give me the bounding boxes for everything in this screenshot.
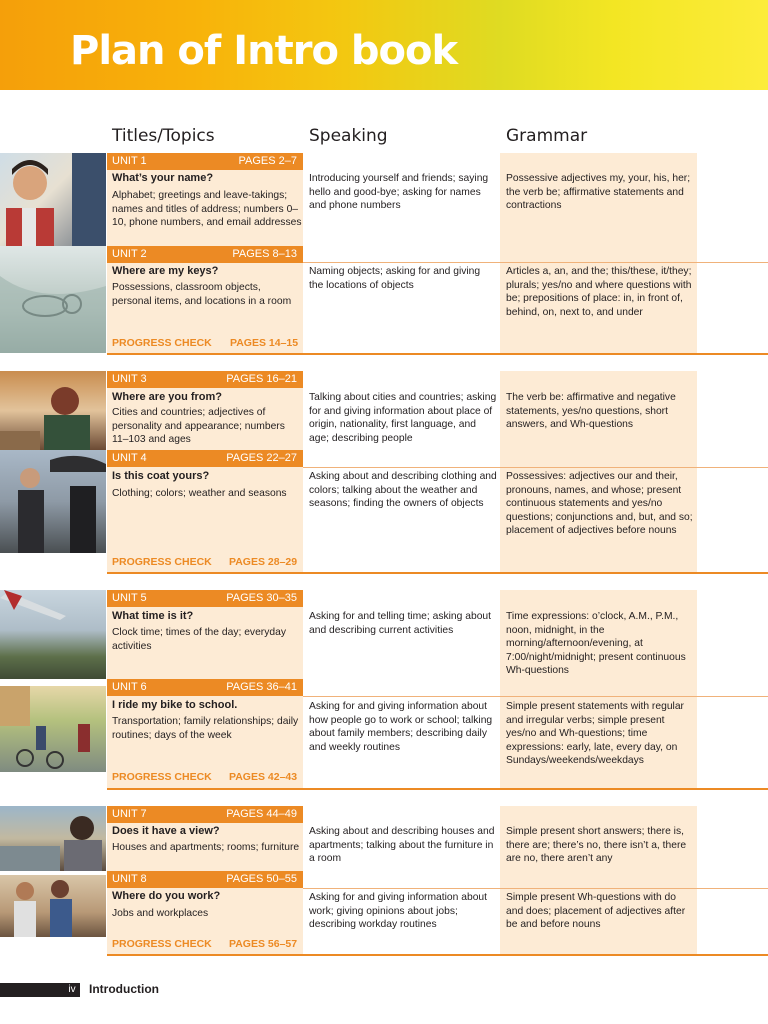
unit-title: What time is it? [112,610,194,622]
photo-unit-2 [0,246,106,353]
unit-label: UNIT 7 [112,808,147,820]
unit-label: UNIT 5 [112,592,147,604]
row-divider [303,467,768,468]
unit-bar [107,246,303,263]
unit-speaking: Asking for and telling time; asking about and describing current activities [309,611,492,636]
unit-pages: PAGES 44–49 [226,808,297,820]
unit-label: UNIT 8 [112,873,147,885]
unit-label: UNIT 6 [112,681,147,693]
column-header-speaking: Speaking [309,126,388,146]
section-divider [107,353,768,355]
unit-topics: Alphabet; greetings and leave-takings; names and titles of address; numbers 0–10, phone numbers, and email addresses [112,190,302,229]
unit-topics: Cities and countries; adjectives of personality and appearance; numbers 11–103 and ages [112,407,285,446]
unit-title: Is this coat yours? [112,470,210,482]
unit-speaking: Introducing yourself and friends; saying hello and good-bye; asking for names and phone numbers [309,173,489,212]
progress-check-pages: PAGES 28–29 [229,556,298,568]
unit-speaking: Asking for and giving information about work; giving opinions about jobs; describing workday routines [309,892,488,931]
unit-topics: Possessions, classroom objects, personal items, and locations in a room [112,282,292,307]
unit-pages: PAGES 2–7 [238,155,297,167]
progress-check-label: PROGRESS CHECK [112,337,212,349]
unit-topics: Houses and apartments; rooms; furniture [112,842,300,853]
unit-bar [107,153,303,170]
unit-pages: PAGES 30–35 [226,592,297,604]
unit-speaking: Talking about cities and countries; asking for and giving information about place of origin, nationality, first language, and age; describing people [309,392,497,444]
unit-grammar: Simple present statements with regular and irregular verbs; simple present yes/no and Wh-questions; time expressions: early, late, every day, on Sundays/weekends/weekdays [506,701,684,767]
progress-check-pages: PAGES 56–57 [229,938,298,950]
unit-grammar: Time expressions: o’clock, A.M., P.M., noon, midnight, in the morning/afternoon/evening, at 7:00/night/midnight; present continuous Wh-questions [506,611,686,677]
row-divider [303,696,768,697]
unit-label: UNIT 2 [112,248,147,260]
unit-pages: PAGES 8–13 [232,248,297,260]
unit-bar [107,806,303,823]
progress-check-label: PROGRESS CHECK [112,771,212,783]
row-divider [303,888,768,889]
progress-check-pages: PAGES 14–15 [230,337,299,349]
unit-bar [107,679,303,696]
unit-bar [107,871,303,888]
photo-unit-4 [0,450,106,553]
section-divider [107,788,768,790]
unit-pages: PAGES 22–27 [226,452,297,464]
footer-bar [0,983,64,997]
photo-unit-8 [0,875,106,937]
unit-title: Where do you work? [112,890,221,902]
unit-grammar: Simple present short answers; there is, there are; there’s no, there isn’t a, there are no, there aren’t any [506,826,687,865]
progress-check-label: PROGRESS CHECK [112,938,212,950]
unit-title: Does it have a view? [112,825,220,837]
footer-section-label: Introduction [89,982,159,996]
photo-unit-7 [0,806,106,871]
column-header-grammar: Grammar [506,126,588,146]
photo-unit-3 [0,371,106,450]
unit-grammar: The verb be: affirmative and negative statements, yes/no questions, short answers, and Wh-questions [506,392,676,431]
unit-bar [107,590,303,607]
page-title: Plan of Intro book [70,28,458,74]
unit-label: UNIT 1 [112,155,147,167]
section-divider [107,954,768,956]
photo-unit-1 [0,153,106,246]
unit-topics: Clock time; times of the day; everyday activities [112,627,286,652]
unit-speaking: Asking about and describing houses and apartments; talking about the furniture in a room [309,826,495,865]
unit-topics: Transportation; family relationships; daily routines; days of the week [112,716,299,741]
progress-check-label: PROGRESS CHECK [112,556,212,568]
row-divider [303,262,768,263]
unit-speaking: Naming objects; asking for and giving the locations of objects [309,266,481,291]
section-divider [107,572,768,574]
unit-speaking: Asking about and describing clothing and colors; talking about the weather and seasons; finding the owners of objects [309,471,497,510]
page-header [0,0,768,90]
unit-grammar: Articles a, an, and the; this/these, it/they; plurals; yes/no and where questions with be; prepositions of place: in, in front of, behind, on, next to, and under [506,266,692,318]
unit-grammar: Possessive adjectives my, your, his, her; the verb be; affirmative statements and contractions [506,173,691,212]
unit-bar [107,450,303,467]
unit-bar [107,371,303,388]
progress-check-pages: PAGES 42–43 [229,771,298,783]
unit-title: Where are my keys? [112,265,219,277]
page-number: iv [64,983,80,997]
unit-speaking: Asking for and giving information about how people go to work or school; talking about family members; describing daily and weekly routines [309,701,493,753]
unit-grammar: Simple present Wh-questions with do and does; placement of adjectives after be and before nouns [506,892,686,931]
unit-label: UNIT 4 [112,452,147,464]
unit-label: UNIT 3 [112,373,147,385]
unit-title: What’s your name? [112,172,214,184]
unit-pages: PAGES 16–21 [226,373,297,385]
unit-title: I ride my bike to school. [112,699,238,711]
photo-unit-5 [0,590,106,679]
unit-pages: PAGES 36–41 [226,681,297,693]
unit-pages: PAGES 50–55 [226,873,297,885]
unit-grammar: Possessives: adjectives our and their, pronouns, names, and whose; present continuous statements and yes/no questions; conjunctions and, but, and so; placement of adjectives before nouns [506,471,693,537]
photo-unit-6 [0,686,106,772]
unit-topics: Jobs and workplaces [112,908,209,919]
unit-topics: Clothing; colors; weather and seasons [112,488,287,499]
unit-title: Where are you from? [112,391,223,403]
column-header-topics: Titles/Topics [112,126,215,146]
